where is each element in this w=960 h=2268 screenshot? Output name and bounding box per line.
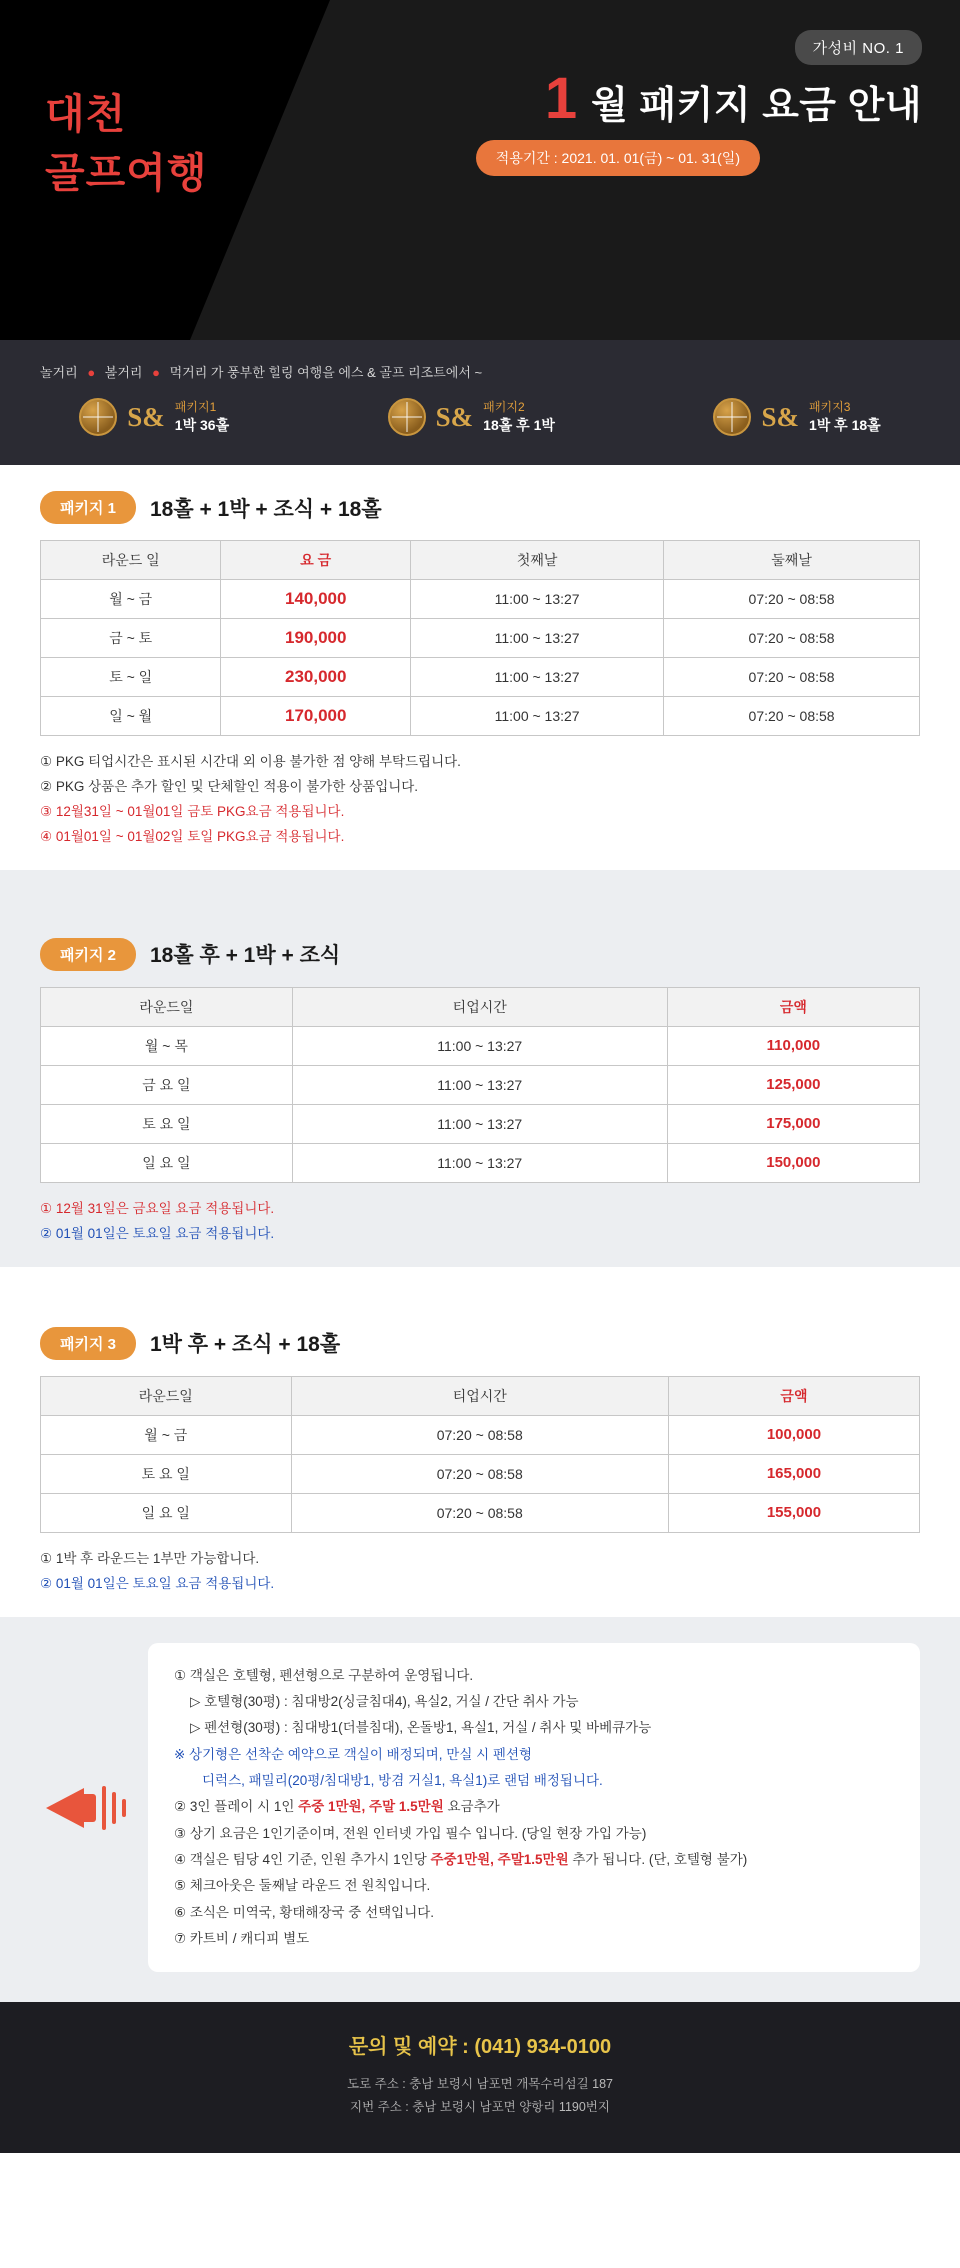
section-header — [40, 938, 920, 971]
notice-line: ※ 상기형은 선착순 예약으로 객실이 배정되며, 만실 시 펜션형 — [174, 1746, 533, 1762]
package-1-title: 18홀 + 1박 + 조식 + 18홀 — [149, 497, 382, 521]
megaphone-body — [80, 1794, 96, 1822]
cell-first: 11:00 ~ 13:27 — [411, 697, 664, 736]
notice-line: ▷ 호텔형(30평) : 침대방2(싱글침대4), 욕실2, 거실 / 간단 취사 가능 — [190, 1694, 579, 1710]
table-row — [41, 1143, 920, 1182]
cell-time: 11:00 ~ 13:27 — [292, 1065, 667, 1104]
brand-title — [45, 85, 207, 204]
col-round-day: 라운드 일 — [41, 541, 221, 580]
section-header — [40, 1327, 920, 1360]
notice-line: ⑦ 카트비 / 캐디피 별도 — [174, 1930, 310, 1946]
package-3-notes — [40, 1547, 920, 1597]
cell-price: 125,000 — [667, 1065, 919, 1104]
cell-price: 150,000 — [667, 1143, 919, 1182]
section-package-1 — [0, 465, 960, 870]
address-road: 도로 주소 : 충남 보령시 남포면 개목수리섬길 187 — [347, 2077, 613, 2092]
col-amount: 금액 — [668, 1376, 919, 1415]
cell-price: 155,000 — [668, 1493, 919, 1532]
table-row — [41, 1454, 920, 1493]
table-row — [41, 1104, 920, 1143]
shortcut-label-group — [175, 400, 229, 434]
cell-time: 07:20 ~ 08:58 — [291, 1454, 668, 1493]
table-row — [41, 619, 920, 658]
table-row — [41, 1493, 920, 1532]
table-row — [41, 1026, 920, 1065]
package-shortcut-1[interactable] — [79, 398, 229, 436]
col-amount: 금액 — [667, 987, 919, 1026]
notice-line: ⑤ 체크아웃은 둘째날 라운드 전 원칙입니다. — [174, 1878, 431, 1894]
cell-day: 토 요 일 — [41, 1104, 293, 1143]
cell-day: 금 ~ 토 — [41, 619, 221, 658]
notice-line: ① 객실은 호텔형, 펜션형으로 구분하여 운영됩니다. — [174, 1667, 474, 1683]
notice-line: 디럭스, 패밀리(20평/침대방1, 방겸 거실1, 욕실1)로 랜덤 배정됩니다. — [202, 1773, 603, 1788]
note-item: ① PKG 티업시간은 표시된 시간대 외 이용 불가한 점 양해 부탁드립니다. — [40, 754, 461, 769]
cell-first: 11:00 ~ 13:27 — [411, 658, 664, 697]
cell-first: 11:00 ~ 13:27 — [411, 580, 664, 619]
package-shortcut-3[interactable] — [713, 398, 880, 436]
package-2-notes — [40, 1197, 920, 1247]
globe-icon — [388, 398, 426, 436]
package-3-table — [40, 1376, 920, 1533]
notice-line: ② 3인 플레이 시 1인 주중 1만원, 주말 1.5만원 요금추가 — [174, 1799, 500, 1815]
cell-price: 175,000 — [667, 1104, 919, 1143]
cell-day: 월 ~ 목 — [41, 1026, 293, 1065]
col-second-day: 둘째날 — [664, 541, 920, 580]
col-round-day: 라운드일 — [41, 1376, 292, 1415]
tagline-2: 볼거리 — [104, 365, 143, 380]
cell-day: 월 ~ 금 — [41, 580, 221, 619]
sound-wave-1 — [102, 1786, 106, 1830]
cell-day: 일 요 일 — [41, 1143, 293, 1182]
globe-icon — [713, 398, 751, 436]
shortcut-name: 패키지3 — [808, 400, 851, 415]
package-2-pill: 패키지 2 — [40, 938, 136, 971]
contact-phone[interactable]: 문의 및 예약 : (041) 934-0100 — [348, 2036, 612, 2059]
section-notice — [0, 1617, 960, 2002]
table-row — [41, 1415, 920, 1454]
package-2-table — [40, 987, 920, 1183]
cell-day: 월 ~ 금 — [41, 1415, 292, 1454]
col-round-day: 라운드일 — [41, 987, 293, 1026]
shortcut-label-group — [483, 400, 555, 434]
brand-line-1: 대천 — [45, 91, 127, 137]
note-item: ④ 01월01일 ~ 01월02일 토일 PKG요금 적용됩니다. — [40, 828, 345, 844]
tagline — [40, 362, 482, 381]
note-item: ① 1박 후 라운드는 1부만 가능합니다. — [40, 1550, 260, 1566]
section-header — [40, 491, 920, 524]
col-tee-time: 티업시간 — [291, 1376, 668, 1415]
cell-second: 07:20 ~ 08:58 — [664, 580, 920, 619]
package-1-notes — [40, 750, 920, 850]
logo-text: S& — [127, 401, 165, 432]
address-lot: 지번 주소 : 충남 보령시 남포면 양항리 1190번지 — [350, 2100, 610, 2115]
title-text: 월 패키지 요금 안내 — [591, 85, 922, 127]
logo-text: S& — [435, 401, 474, 432]
note-item: ① 12월 31일은 금요일 요금 적용됩니다. — [40, 1200, 275, 1216]
cell-price: 190,000 — [221, 619, 411, 658]
cell-day: 일 ~ 월 — [41, 697, 221, 736]
cell-time: 07:20 ~ 08:58 — [291, 1493, 668, 1532]
sound-wave-2 — [112, 1792, 116, 1824]
notice-list — [148, 1643, 920, 1972]
hero-header — [0, 0, 960, 340]
cell-day: 토 요 일 — [41, 1454, 292, 1493]
shortcut-desc: 1박 후 18홀 — [808, 416, 881, 433]
notice-line: ⑥ 조식은 미역국, 황태해장국 중 선택입니다. — [174, 1904, 435, 1920]
section-package-2 — [0, 912, 960, 1267]
cell-price: 110,000 — [667, 1026, 919, 1065]
note-item: ③ 12월31일 ~ 01월01일 금토 PKG요금 적용됩니다. — [40, 803, 345, 819]
package-1-table — [40, 540, 920, 736]
cell-second: 07:20 ~ 08:58 — [664, 697, 920, 736]
cell-price: 140,000 — [221, 580, 411, 619]
notice-line: ③ 상기 요금은 1인기준이며, 전원 인터넷 가입 필수 입니다. (당일 현장 가입 가능) — [174, 1825, 647, 1841]
cell-price: 230,000 — [221, 658, 411, 697]
shortcut-name: 패키지1 — [174, 400, 217, 415]
shortcut-label-group — [809, 400, 881, 434]
col-first-day: 첫째날 — [411, 541, 664, 580]
package-3-title: 1박 후 + 조식 + 18홀 — [149, 1333, 341, 1357]
table-row — [41, 697, 920, 736]
tagline-rest: 가 풍부한 힐링 여행을 에스 & 골프 리조트에서 ~ — [210, 365, 483, 380]
package-shortcut-2[interactable] — [388, 398, 555, 436]
cell-price: 165,000 — [668, 1454, 919, 1493]
cell-price: 100,000 — [668, 1415, 919, 1454]
note-item: ② PKG 상품은 추가 할인 및 단체할인 적용이 불가한 상품입니다. — [40, 778, 419, 794]
cell-day: 토 ~ 일 — [41, 658, 221, 697]
shortcut-desc: 18홀 후 1박 — [483, 416, 555, 433]
globe-icon — [79, 398, 117, 436]
brand-line-2: 골프여행 — [45, 150, 208, 197]
footer — [0, 2002, 960, 2153]
cell-price: 170,000 — [221, 697, 411, 736]
cell-time: 11:00 ~ 13:27 — [292, 1104, 667, 1143]
table-header-row — [41, 987, 920, 1026]
cell-time: 11:00 ~ 13:27 — [292, 1026, 667, 1065]
cell-first: 11:00 ~ 13:27 — [411, 619, 664, 658]
spacer — [0, 1267, 960, 1301]
note-item: ② 01월 01일은 토요일 요금 적용됩니다. — [40, 1225, 275, 1241]
shortcut-name: 패키지2 — [483, 400, 525, 415]
col-price: 요 금 — [221, 541, 411, 580]
table-row — [41, 580, 920, 619]
month-number: 1 — [544, 66, 578, 131]
logo-text: S& — [761, 401, 799, 432]
cell-time: 11:00 ~ 13:27 — [292, 1143, 667, 1182]
package-3-pill: 패키지 3 — [40, 1327, 136, 1360]
package-2-title: 18홀 후 + 1박 + 조식 — [149, 944, 341, 968]
period-badge: 적용기간 : 2021. 01. 01(금) ~ 01. 31(일) — [476, 140, 760, 176]
table-header-row — [41, 541, 920, 580]
sound-wave-3 — [122, 1799, 126, 1817]
table-row — [41, 658, 920, 697]
package-strip — [0, 340, 960, 465]
tagline-1: 놀거리 — [40, 365, 78, 380]
spacer — [0, 870, 960, 912]
bullet-icon: ● — [87, 365, 96, 380]
notice-line: ④ 객실은 팀당 4인 기준, 인원 추가시 1인당 주중1만원, 주말1.5만원 추가 됩니다. (단, 호텔형 불가) — [174, 1851, 748, 1867]
cell-day: 일 요 일 — [41, 1493, 292, 1532]
cell-second: 07:20 ~ 08:58 — [664, 658, 920, 697]
megaphone-cone — [46, 1788, 84, 1828]
col-tee-time: 티업시간 — [292, 987, 667, 1026]
page-title — [544, 66, 922, 131]
table-row — [41, 1065, 920, 1104]
cell-time: 07:20 ~ 08:58 — [291, 1415, 668, 1454]
package-1-pill: 패키지 1 — [40, 491, 136, 524]
cell-day: 금 요 일 — [41, 1065, 293, 1104]
section-package-3 — [0, 1301, 960, 1617]
package-shortcut-list — [0, 398, 960, 436]
cell-second: 07:20 ~ 08:58 — [664, 619, 920, 658]
tagline-3: 먹거리 — [169, 365, 208, 380]
megaphone-icon — [40, 1762, 130, 1852]
note-item: ② 01월 01일은 토요일 요금 적용됩니다. — [40, 1575, 275, 1591]
notice-line: ▷ 펜션형(30평) : 침대방1(더블침대), 온돌방1, 욕실1, 거실 / 취사 및 바베큐가능 — [190, 1720, 652, 1736]
table-header-row — [41, 1376, 920, 1415]
status-badge: 가성비 NO. 1 — [795, 30, 922, 65]
shortcut-desc: 1박 36홀 — [174, 416, 230, 433]
bullet-icon: ● — [152, 365, 160, 380]
